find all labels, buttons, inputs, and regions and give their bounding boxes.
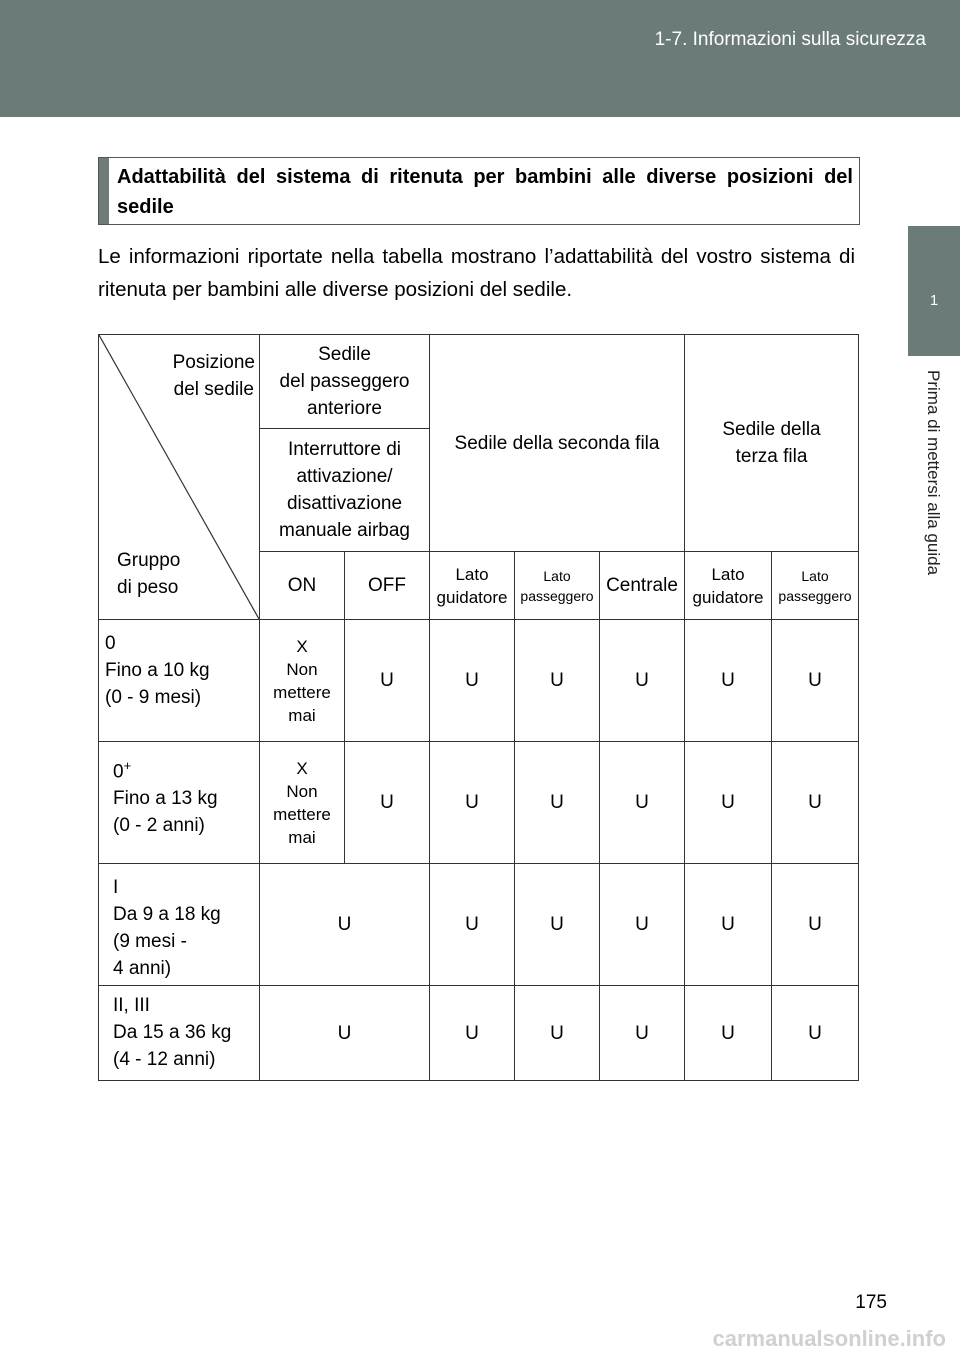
weight-group-cell: I Da 9 a 18 kg (9 mesi - 4 anni) bbox=[99, 864, 260, 986]
suitability-cell: U bbox=[600, 986, 685, 1081]
suitability-cell: U bbox=[600, 620, 685, 742]
heading-accent-bar bbox=[99, 158, 109, 224]
table-row bbox=[99, 742, 859, 864]
suitability-cell: U bbox=[515, 864, 600, 986]
airbag-onoff-cell: X Non mettere mai bbox=[260, 742, 345, 864]
weight-group-cell: II, III Da 15 a 36 kg (4 - 12 anni) bbox=[99, 986, 260, 1081]
off-header: OFF bbox=[345, 552, 430, 620]
suitability-cell: U bbox=[685, 864, 772, 986]
corner-cell bbox=[99, 335, 260, 620]
center-header: Centrale bbox=[600, 552, 685, 620]
table-row bbox=[99, 986, 859, 1081]
third-row-header: Sedile della terza fila bbox=[685, 335, 859, 552]
chapter-title bbox=[908, 370, 960, 620]
suitability-cell: U bbox=[260, 986, 430, 1081]
suitability-cell: U bbox=[515, 986, 600, 1081]
airbag-onoff-cell: X Non mettere mai bbox=[260, 620, 345, 742]
on-header: ON bbox=[260, 552, 345, 620]
second-driver-header: Lato guidatore bbox=[430, 552, 515, 620]
second-row-header: Sedile della seconda fila bbox=[430, 335, 685, 552]
suitability-cell: U bbox=[430, 742, 515, 864]
suitability-cell: U bbox=[600, 864, 685, 986]
table-row bbox=[99, 620, 859, 742]
chapter-title-text: Prima di mettersi alla guida bbox=[924, 370, 943, 576]
front-seat-header: Sedile del passeggero anteriore bbox=[260, 335, 430, 429]
chapter-tab[interactable] bbox=[908, 226, 960, 356]
suitability-cell: U bbox=[600, 742, 685, 864]
chapter-number: 1 bbox=[929, 292, 939, 309]
section-heading bbox=[98, 157, 860, 225]
heading-text: Adattabilità del sistema di ritenuta per bambini alle diverse posizioni del sedile bbox=[117, 166, 853, 218]
weight-group-label: Gruppo di peso bbox=[117, 550, 181, 598]
suitability-cell: U bbox=[685, 986, 772, 1081]
suitability-cell: U bbox=[772, 986, 859, 1081]
suitability-cell: U bbox=[430, 620, 515, 742]
header-bar bbox=[0, 0, 960, 117]
table-row bbox=[99, 864, 859, 986]
suitability-cell: U bbox=[345, 742, 430, 864]
suitability-cell: U bbox=[685, 742, 772, 864]
suitability-cell: U bbox=[260, 864, 430, 986]
second-passenger-header: Lato passeggero bbox=[515, 552, 600, 620]
suitability-cell: U bbox=[430, 864, 515, 986]
section-title: 1-7. Informazioni sulla sicurezza bbox=[654, 29, 926, 50]
suitability-cell: U bbox=[685, 620, 772, 742]
airbag-switch-header: Interruttore di attivazione/ disattivazione manuale airbag bbox=[260, 429, 430, 552]
seat-position-label: Posizione del sedile bbox=[172, 352, 255, 400]
third-driver-header: Lato guidatore bbox=[685, 552, 772, 620]
suitability-table bbox=[98, 334, 859, 1081]
suitability-cell: U bbox=[515, 620, 600, 742]
weight-group-cell: 0 Fino a 10 kg (0 - 9 mesi) bbox=[99, 620, 260, 742]
third-passenger-header: Lato passeggero bbox=[772, 552, 859, 620]
watermark: carmanualsonline.info bbox=[712, 1326, 946, 1351]
suitability-cell: U bbox=[430, 986, 515, 1081]
intro-paragraph: Le informazioni riportate nella tabella mostrano l’adattabilità del vostro sistema di ritenuta per bambini alle diverse posizioni del sedile. bbox=[98, 245, 855, 301]
suitability-cell: U bbox=[515, 742, 600, 864]
suitability-cell: U bbox=[772, 620, 859, 742]
page-number: 175 bbox=[855, 1292, 887, 1313]
suitability-cell: U bbox=[772, 864, 859, 986]
suitability-cell: U bbox=[772, 742, 859, 864]
weight-group-cell: 0+ Fino a 13 kg (0 - 2 anni) bbox=[99, 742, 260, 864]
suitability-cell: U bbox=[345, 620, 430, 742]
